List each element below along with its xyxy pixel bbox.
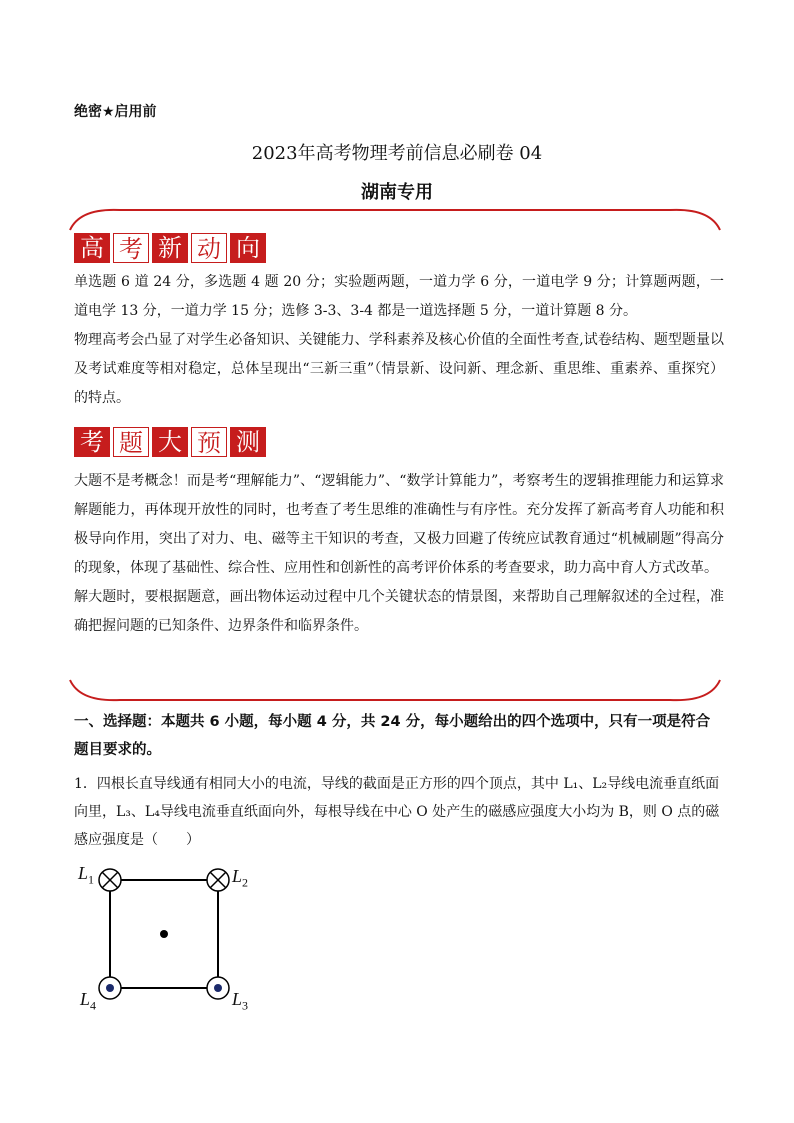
question-1-text: 1．四根长直导线通有相同大小的电流，导线的截面是正方形的四个顶点，其中 L₁、L₂导线电流垂直纸面向里，L₃、L₄导线电流垂直纸面向外，每根导线在中心 O 处产生的磁感应强度大小均为 B，则 O 点的磁感应强度是（ ） [74,776,720,848]
exam-title: 2023年高考物理考前信息必刷卷 04 [251,143,543,164]
banner-char: 题 [113,427,149,457]
banner-char: 高 [74,233,110,263]
wire-L4-out-of-page-icon [99,977,121,999]
banner-char: 预 [191,427,227,457]
wire-L2-into-page-icon [207,869,229,891]
banner-gaokao-trends [74,233,266,263]
label-L1: $L_1$ [78,863,95,887]
banner-char: 动 [191,233,227,263]
paragraph: 单选题 6 道 24 分，多选题 4 题 20 分；实验题两题，一道力学 6 分，一道电学 9 分；计算题两题，一道电学 13 分，一道力学 15 分；选修 3-3、3-4 都是一道选择题 5 分，一道计算题 8 分。 [74,274,724,319]
section-heading-choice: 一、选择题：本题共 6 小题，每小题 4 分，共 24 分，每小题给出的四个选项中，只有一项是符合题目要求的。 [74,714,711,758]
banner-char: 考 [113,233,149,263]
banner-exam-forecast [74,427,266,457]
confidential-label: 绝密★启用前 [74,104,157,120]
paragraph: 物理高考会凸显了对学生必备知识、关键能力、学科素养及核心价值的全面性考查,试卷结构、题型题量以及考试难度等相对稳定，总体呈现出“三新三重”（情景新、设问新、理念新、重思维、重素养、重探究）的特点。 [74,332,724,406]
label-L3: $L_3$ [232,989,249,1013]
exam-subtitle: 湖南专用 [361,182,433,203]
wire-L1-into-page-icon [99,869,121,891]
paragraph: 解大题时，要根据题意，画出物体运动过程中几个关键状态的情景图，来帮助自己理解叙述的全过程，准确把握问题的已知条件、边界条件和临界条件。 [74,589,724,634]
section2-body [74,467,724,641]
center-point-O [160,930,168,938]
paragraph: 大题不是考概念！而是考“理解能力”、“逻辑能力”、“数学计算能力”，考察考生的逻辑推理能力和运算求解题能力，再体现开放性的同时，也考查了考生思维的准确性与有序性。充分发挥了新高考育人功能和积极导向作用，突出了对力、电、磁等主干知识的考查，又极力回避了传统应试教育通过“机械刷题”得高分的现象，体现了基础性、综合性、应用性和创新性的高考评价体系的考查要求，助力高中育人方式改革。 [74,473,724,576]
banner-char: 测 [230,427,266,457]
banner-char: 向 [230,233,266,263]
banner-char: 大 [152,427,188,457]
banner-char: 考 [74,427,110,457]
label-L4: $L_4$ [80,989,97,1013]
banner-char: 新 [152,233,188,263]
section1-body [74,268,724,413]
wire-L3-out-of-page-icon [207,977,229,999]
label-L2: $L_2$ [232,866,249,890]
